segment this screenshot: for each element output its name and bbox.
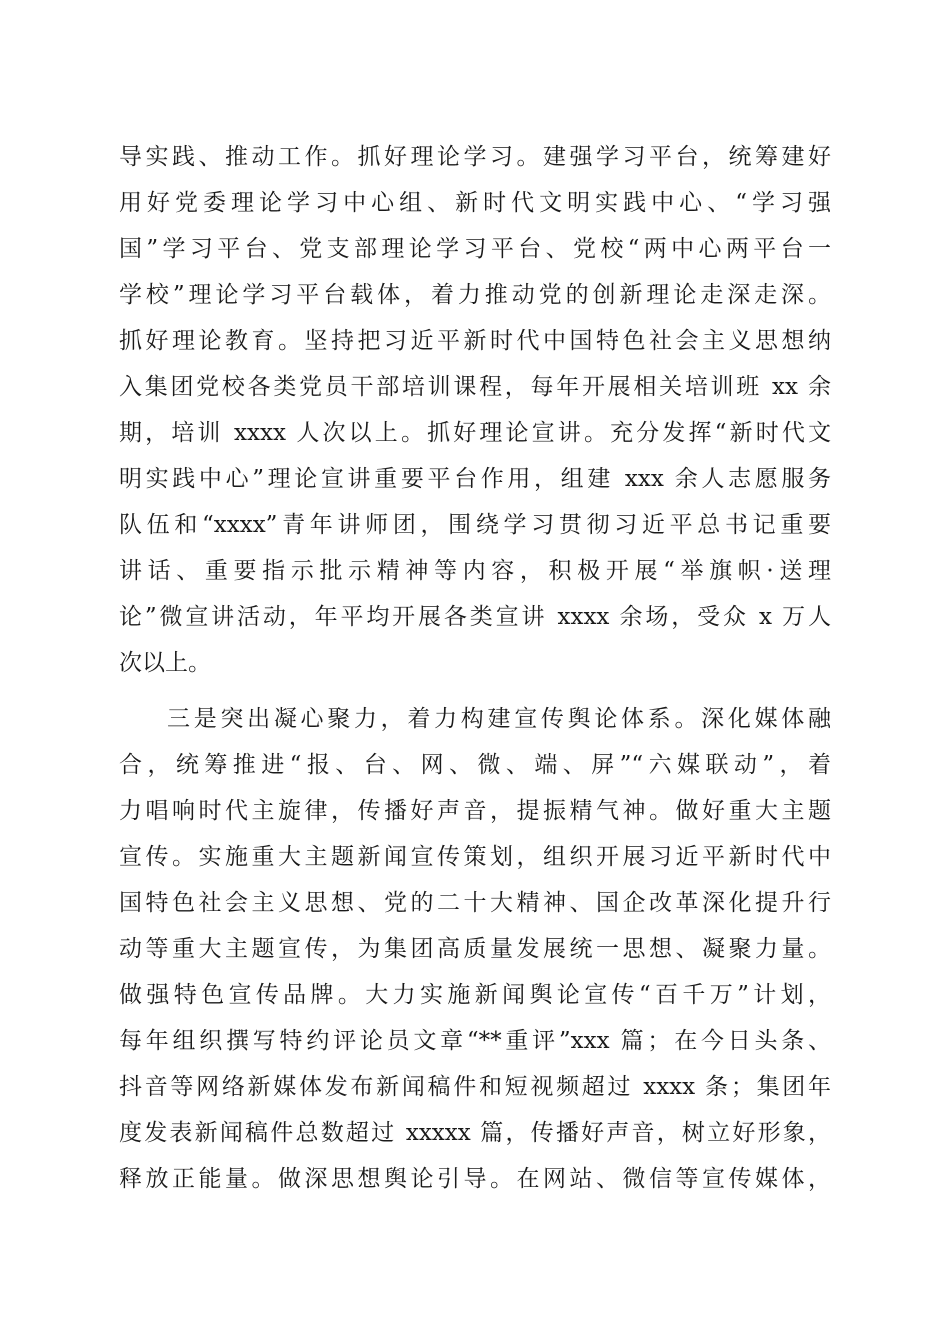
text-line: 导实践、推动工作。抓好理论学习。建强学习平台，统筹建好 bbox=[119, 144, 831, 170]
text-line: 抖音等网络新媒体发布新闻稿件和短视频超过 xxxx 条；集团年 bbox=[119, 1074, 831, 1100]
text-line: 释放正能量。做深思想舆论引导。在网站、微信等宣传媒体， bbox=[119, 1166, 831, 1192]
text-line: 动等重大主题宣传，为集团高质量发展统一思想、凝聚力量。 bbox=[119, 936, 831, 962]
text-line: 国”学习平台、党支部理论学习平台、党校“两中心两平台一 bbox=[119, 236, 831, 262]
text-line: 做强特色宣传品牌。大力实施新闻舆论宣传“百千万”计划， bbox=[119, 982, 831, 1008]
text-line: 力唱响时代主旋律，传播好声音，提振精气神。做好重大主题 bbox=[119, 798, 831, 824]
text-line: 讲话、重要指示批示精神等内容，积极开展“举旗帜·送理 bbox=[119, 558, 831, 584]
text-line: 每年组织撰写特约评论员文章“**重评”xxx 篇；在今日头条、 bbox=[119, 1028, 831, 1054]
text-line: 三是突出凝心聚力，着力构建宣传舆论体系。深化媒体融 bbox=[167, 706, 831, 732]
text-line: 论”微宣讲活动，年平均开展各类宣讲 xxxx 余场，受众 x 万人 bbox=[119, 604, 831, 630]
text-line: 学校”理论学习平台载体，着力推动党的创新理论走深走深。 bbox=[119, 282, 831, 308]
text-line: 宣传。实施重大主题新闻宣传策划，组织开展习近平新时代中 bbox=[119, 844, 831, 870]
text-line: 次以上。 bbox=[119, 650, 211, 676]
text-line: 合，统筹推进“报、台、网、微、端、屏”“六媒联动”，着 bbox=[119, 752, 831, 778]
text-line: 国特色社会主义思想、党的二十大精神、国企改革深化提升行 bbox=[119, 890, 831, 916]
text-line: 队伍和“xxxx”青年讲师团，围绕学习贯彻习近平总书记重要 bbox=[119, 512, 831, 538]
text-line: 期，培训 xxxx 人次以上。抓好理论宣讲。充分发挥“新时代文 bbox=[119, 420, 831, 446]
text-line: 抓好理论教育。坚持把习近平新时代中国特色社会主义思想纳 bbox=[119, 328, 831, 354]
text-line: 入集团党校各类党员干部培训课程，每年开展相关培训班 xx 余 bbox=[119, 374, 831, 400]
text-line: 明实践中心”理论宣讲重要平台作用，组建 xxx 余人志愿服务 bbox=[119, 466, 831, 492]
text-line: 度发表新闻稿件总数超过 xxxxx 篇，传播好声音，树立好形象， bbox=[119, 1120, 831, 1146]
text-line: 用好党委理论学习中心组、新时代文明实践中心、“学习强 bbox=[119, 190, 831, 216]
